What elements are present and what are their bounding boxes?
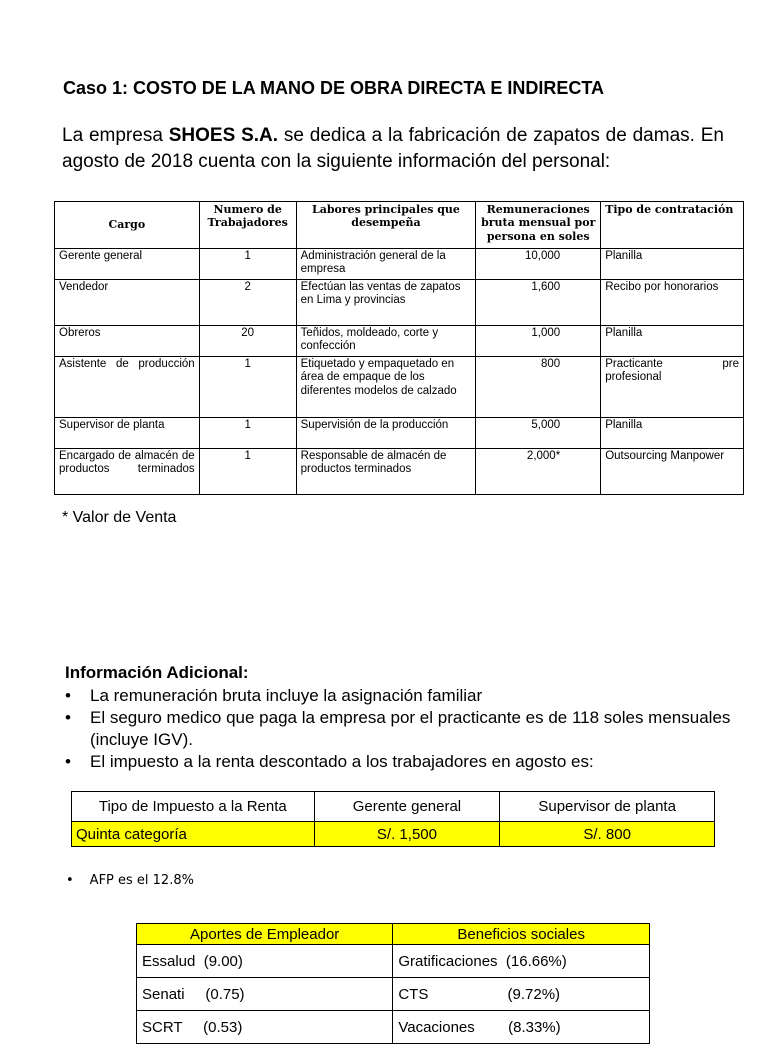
list-item: • El impuesto a la renta descontado a los trabajadores en agosto es: — [65, 751, 745, 773]
col-header-labores: Labores principales que desempeña — [296, 202, 476, 249]
intro-after: se dedica a la fabricación de zapatos de damas. En agosto de 2018 cuenta con la siguiente información del personal: — [62, 125, 724, 172]
cell-contratacion: Practicante pre profesional — [601, 357, 744, 418]
contributions-table — [136, 923, 650, 1044]
cell-cargo: Asistente de producción — [55, 357, 200, 418]
table-row — [55, 357, 744, 418]
tax-cell-tipo: Quinta categoría — [72, 822, 315, 847]
cell-trabajadores: 1 — [199, 418, 296, 449]
contributions-header — [137, 924, 650, 945]
tax-header-supervisor: Supervisor de planta — [500, 792, 715, 822]
tax-cell-supervisor: S/. 800 — [500, 822, 715, 847]
cell-trabajadores: 1 — [199, 249, 296, 280]
cell-beneficio: CTS (9.72%) — [393, 978, 650, 1011]
cell-labores: Efectúan las ventas de zapatos en Lima y provincias — [296, 280, 476, 326]
cell-labores: Teñidos, moldeado, corte y confección — [296, 326, 476, 357]
table-row — [55, 326, 744, 357]
case-title: Caso 1: COSTO DE LA MANO DE OBRA DIRECTA E INDIRECTA — [63, 78, 605, 98]
col-header-cargo: Cargo — [55, 202, 200, 249]
cell-remuneracion: 800 — [476, 357, 601, 418]
cell-aporte: SCRT (0.53) — [137, 1011, 393, 1044]
table-row — [72, 822, 715, 847]
cell-remuneracion: 10,000 — [476, 249, 601, 280]
cell-remuneracion: 1,600 — [476, 280, 601, 326]
cell-cargo: Gerente general — [55, 249, 200, 280]
cell-remuneracion: 1,000 — [476, 326, 601, 357]
cell-cargo: Supervisor de planta — [55, 418, 200, 449]
cell-beneficio: Vacaciones (8.33%) — [393, 1011, 650, 1044]
cell-contratacion: Planilla — [601, 326, 744, 357]
col-header-contratacion: Tipo de contratación — [601, 202, 744, 249]
cell-beneficio: Gratificaciones (16.66%) — [393, 945, 650, 978]
tax-header-gerente: Gerente general — [314, 792, 500, 822]
additional-info-list — [65, 685, 745, 773]
cell-cargo: Encargado de almacén de productos terminados — [55, 449, 200, 495]
cell-labores: Responsable de almacén de productos terminados — [296, 449, 476, 495]
table-row — [55, 449, 744, 495]
staff-table — [54, 201, 744, 495]
cell-remuneracion: 2,000* — [476, 449, 601, 495]
cell-contratacion: Planilla — [601, 249, 744, 280]
table-row — [55, 418, 744, 449]
afp-note-text: AFP es el 12.8% — [89, 873, 194, 888]
col-header-trabajadores: Numero de Trabajadores — [199, 202, 296, 249]
table-row — [137, 978, 650, 1011]
table-row — [55, 280, 744, 326]
table-row — [137, 945, 650, 978]
cell-aporte: Senati (0.75) — [137, 978, 393, 1011]
tax-header-tipo: Tipo de Impuesto a la Renta — [72, 792, 315, 822]
cell-labores: Administración general de la empresa — [296, 249, 476, 280]
company-name: SHOES S.A. — [168, 125, 279, 146]
table-row — [55, 249, 744, 280]
cell-aporte: Essalud (9.00) — [137, 945, 393, 978]
cell-trabajadores: 20 — [199, 326, 296, 357]
tax-table-header — [72, 792, 715, 822]
bullet-icon: • — [66, 873, 74, 888]
cell-contratacion: Recibo por honorarios — [601, 280, 744, 326]
header-aportes: Aportes de Empleador — [137, 924, 393, 945]
tax-table — [71, 791, 715, 847]
intro-paragraph — [62, 123, 724, 175]
additional-info-title: Información Adicional: — [65, 663, 249, 682]
cell-contratacion: Planilla — [601, 418, 744, 449]
cell-labores: Etiquetado y empaquetado en área de empaque de los diferentes modelos de calzado — [296, 357, 476, 418]
staff-table-header — [55, 202, 744, 249]
cell-labores: Supervisión de la producción — [296, 418, 476, 449]
afp-note — [66, 873, 194, 888]
list-item: • El seguro medico que paga la empresa por el practicante es de 118 soles mensuales (incluye IGV). — [65, 707, 745, 751]
col-header-remuneraciones: Remuneraciones bruta mensual por persona en soles — [476, 202, 601, 249]
cell-remuneracion: 5,000 — [476, 418, 601, 449]
list-item: • La remuneración bruta incluye la asignación familiar — [65, 685, 745, 707]
cell-cargo: Obreros — [55, 326, 200, 357]
footnote: * Valor de Venta — [62, 509, 177, 526]
cell-trabajadores: 1 — [199, 449, 296, 495]
cell-trabajadores: 1 — [199, 357, 296, 418]
header-beneficios: Beneficios sociales — [393, 924, 650, 945]
cell-contratacion: Outsourcing Manpower — [601, 449, 744, 495]
intro-before: La empresa — [62, 125, 169, 146]
table-row — [137, 1011, 650, 1044]
tax-cell-gerente: S/. 1,500 — [314, 822, 500, 847]
cell-cargo: Vendedor — [55, 280, 200, 326]
cell-trabajadores: 2 — [199, 280, 296, 326]
